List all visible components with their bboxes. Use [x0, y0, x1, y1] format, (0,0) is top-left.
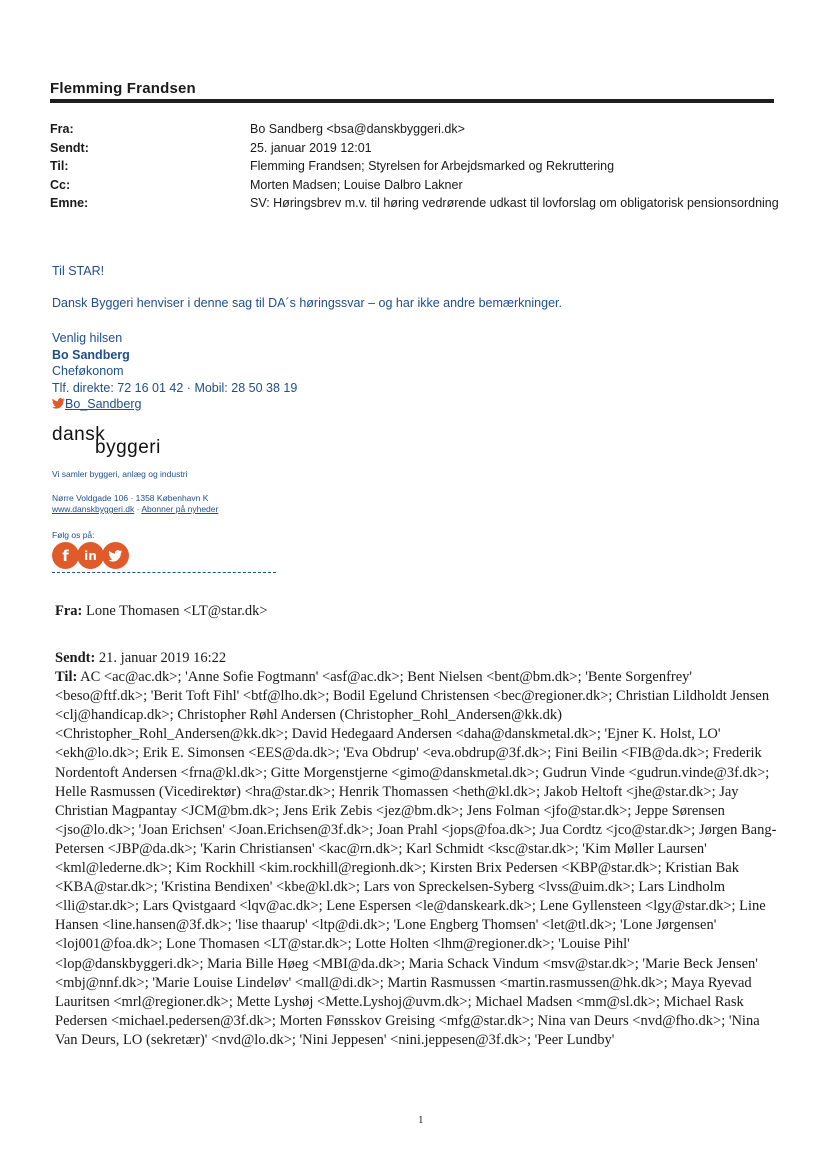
- forwarded-to-label: Til:: [55, 669, 78, 686]
- email-header-block: [50, 120, 780, 213]
- company-links: [52, 504, 218, 515]
- forwarded-from-label: Fra:: [55, 603, 83, 619]
- signature-title: Cheføkonom: [52, 364, 124, 378]
- forwarded-sent-value: 21. januar 2019 16:22: [98, 650, 227, 666]
- from-row: [50, 120, 780, 139]
- forwarded-recipient-list: AC <ac@ac.dk>; 'Anne Sofie Fogtmann' <asf@ac.dk>; Bent Nielsen <bent@bm.dk>; 'Bente Sorgenfrey' <beso@ftf.dk>; 'Berit Toft Fihl' <btf@lho.dk>; Bodil Egelund Christensen <bec@regioner.dk>; Christian Lildholdt Jensen <clj@handicap.dk>; Christopher Røhl Andersen (Christopher_Rohl_Andersen@kk.dk) <Christopher_Rohl_Andersen@kk.dk>; David Hedegaard Andersen <daha@danskmetal.dk>; 'Ejner K. Holst, LO' <ekh@lo.dk>; Erik E. Simonsen <EES@da.dk>; 'Eva Obdrup' <eva.obdrup@3f.dk>; Fini Beilin <FIB@da.dk>; Frederik Nordentoft Andersen <frna@kl.dk>; Gitte Morgenstjerne <gimo@danskmetal.dk>; Gudrun Vinde <gudrun.vinde@3f.dk>; Helle Rasmussen (Vicedirektør) <hra@star.dk>; Henrik Thomassen <heth@kl.dk>; Jakob Heltoft <jhe@star.dk>; Jay Christian Magpantay <JCM@bm.dk>; Jens Erik Zebis <jez@bm.dk>; Jens Folman <jfo@star.dk>; Jeppe Sørensen <jso@lo.dk>; 'Joan Erichsen' <Joan.Erichsen@3f.dk>; Joan Prahl <jops@foa.dk>; Jua Cordtz <jco@star.dk>; Jørgen Bang-Petersen <JBP@da.dk>; 'Karin Christiansen' <kac@rn.dk>; Karl Schmidt <ksc@star.dk>; 'Kim Møller Laursen' <kml@lederne.dk>; Kim Rockhill <kim.rockhill@regionh.dk>; Kirsten Brix Pedersen <KBP@star.dk>; Kristian Bak <KBA@star.dk>; 'Kristina Bendixen' <kbe@kl.dk>; Lars von Spreckelsen-Syberg <lvss@uim.dk>; Lars Lindholm <lli@star.dk>; Lars Qvistgaard <lqv@ac.dk>; Lene Espersen <le@danskeark.dk>; Lene Gyllensteen <lgy@star.dk>; Line Hansen <line.hansen@3f.dk>; 'lise thaarup' <ltp@di.dk>; 'Lone Engberg Thomsen' <let@tl.dk>; 'Lone Jørgensen' <loj001@foa.dk>; Lone Thomasen <LT@star.dk>; Lotte Holten <lhm@regioner.dk>; 'Louise Pihl' <lop@danskbyggeri.dk>; Maria Bille Høeg <MBI@da.dk>; Maria Schack Vindum <msv@star.dk>; 'Marie Beck Jensen' <mbj@nnf.dk>; 'Marie Louise Lindeløv' <mall@di.dk>; Martin Rasmussen <martin.rasmussen@hk.dk>; Maya Ryevad Lauritsen <mrl@regioner.dk>; Mette Lyshøj <Mette.Lyshoj@uvm.dk>; Michael Madsen <mm@sl.dk>; Michael Rask Pedersen <michael.pedersen@3f.dk>; Morten Fønsskov Greising <mfg@star.dk>; Nina van Deurs <nvd@fho.dk>; 'Nina Van Deurs, LO (sekretær)' <nvd@lo.dk>; 'Nini Jeppesen' <nini.jeppesen@3f.dk>; 'Peer Lundby': [55, 669, 777, 1048]
- subject-value: SV: Høringsbrev m.v. til høring vedrørende udkast til lovforslag om obligatorisk pensionsordning: [250, 196, 779, 210]
- subject-row: [50, 194, 780, 213]
- twitter-handle[interactable]: Bo_Sandberg: [65, 397, 142, 411]
- company-address: Nørre Voldgade 106 · 1358 København K: [52, 493, 209, 503]
- company-logo: [52, 424, 192, 464]
- to-value: Flemming Frandsen; Styrelsen for Arbejdsmarked og Rekruttering: [250, 159, 615, 173]
- sent-label: Sendt:: [50, 140, 89, 155]
- header-rule: [50, 99, 774, 103]
- signature-name: Bo Sandberg: [52, 347, 130, 362]
- follow-us-label: Følg os på:: [52, 530, 95, 540]
- to-row: [50, 157, 780, 176]
- subject-label: Emne:: [50, 196, 89, 210]
- twitter-icon[interactable]: [102, 542, 129, 569]
- twitter-link[interactable]: [52, 396, 297, 413]
- cc-row: [50, 176, 780, 195]
- logo-text-byggeri: byggeri: [95, 437, 161, 458]
- forwarded-sent-row: [55, 649, 780, 668]
- website-link[interactable]: www.danskbyggeri.dk: [52, 504, 135, 514]
- twitter-bird-icon: [52, 397, 65, 408]
- sent-row: [50, 139, 780, 158]
- to-label: Til:: [50, 159, 69, 173]
- signature-phones: Tlf. direkte: 72 16 01 42 · Mobil: 28 50 38 19: [52, 380, 298, 395]
- cc-label: Cc:: [50, 177, 71, 192]
- newsletter-link[interactable]: Abonner på nyheder: [141, 504, 219, 514]
- cc-value: Morten Madsen; Louise Dalbro Lakner: [250, 177, 463, 192]
- sent-value: 25. januar 2019 12:01: [250, 140, 372, 155]
- forwarded-details: [55, 649, 780, 1050]
- page-number: 1: [418, 1114, 424, 1126]
- dashed-separator: [52, 572, 276, 573]
- signature-closing: Venlig hilsen: [52, 331, 123, 345]
- message-text: Dansk Byggeri henviser i denne sag til DA´s høringssvar – og har ikke andre bemærkninger.: [52, 296, 562, 310]
- forwarded-from-row: [55, 603, 268, 620]
- signature-block: [52, 330, 297, 413]
- link-separator: ·: [134, 504, 142, 514]
- company-tagline: Vi samler byggeri, anlæg og industri: [52, 469, 188, 479]
- forwarded-sent-label: Sendt:: [55, 650, 96, 666]
- forwarded-from-value: Lone Thomasen <LT@star.dk>: [86, 603, 268, 619]
- document-owner-name: Flemming Frandsen: [50, 80, 196, 97]
- from-value: Bo Sandberg <bsa@danskbyggeri.dk>: [250, 122, 465, 136]
- linkedin-icon[interactable]: in: [77, 542, 104, 569]
- forwarded-to-row: [55, 668, 780, 1050]
- greeting: Til STAR!: [52, 264, 105, 278]
- facebook-icon[interactable]: f: [52, 542, 79, 569]
- logo-text-dansk: dansk: [52, 424, 106, 445]
- company-address-block: [52, 493, 218, 515]
- social-icons: [52, 542, 127, 569]
- from-label: Fra:: [50, 122, 74, 136]
